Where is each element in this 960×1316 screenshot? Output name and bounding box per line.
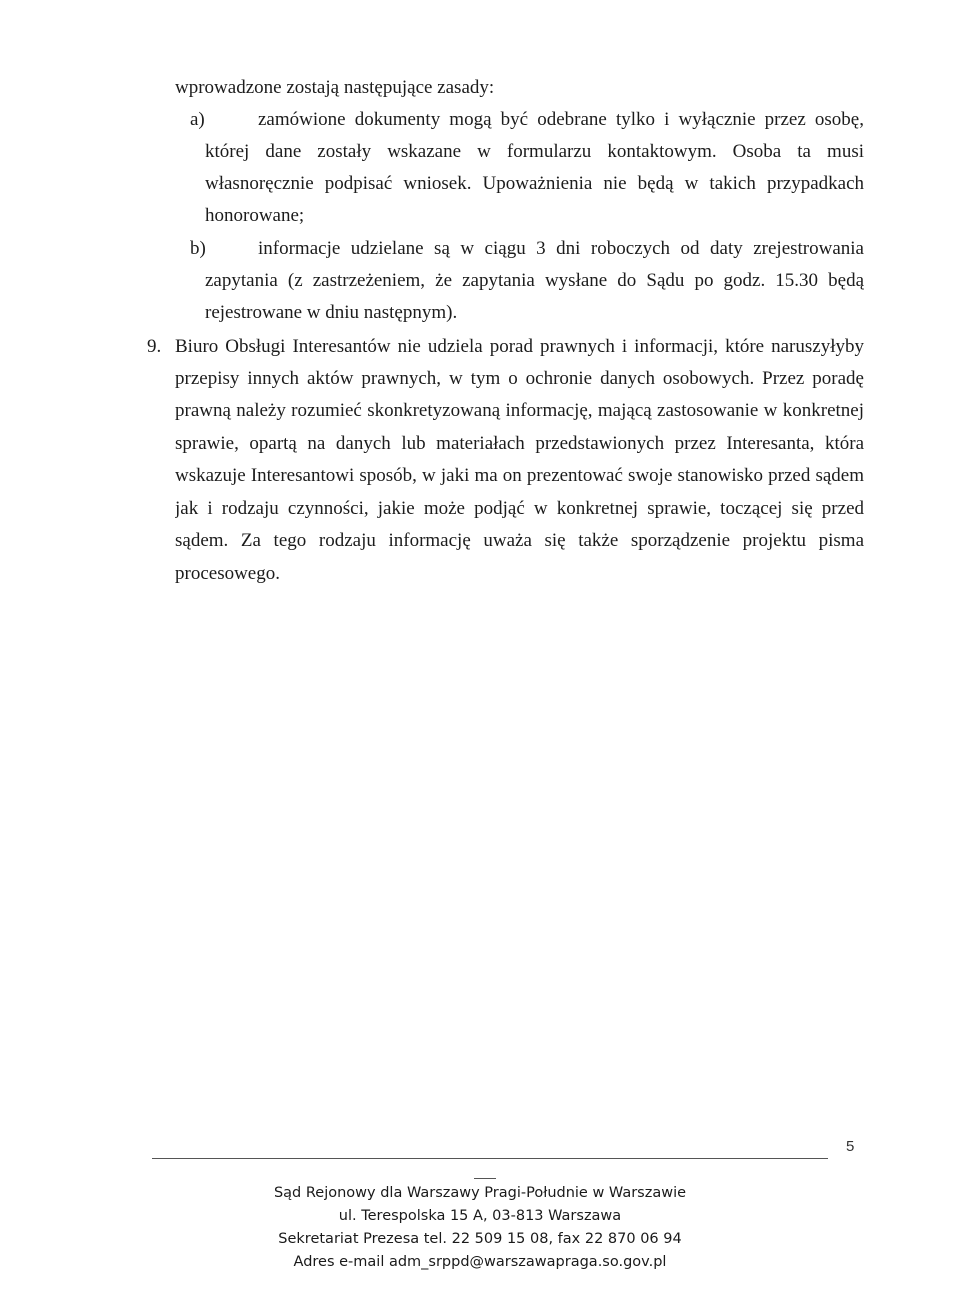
item-b-line-2: zapytania (z zastrzeżeniem, że zapytania wysłane do Sądu po godz. 15.30 będą: [205, 270, 864, 291]
point-9-line-4: sprawie, opartą na danych lub materiałach przedstawionych przez Interesanta, która: [175, 433, 864, 454]
point-9-marker: 9.: [147, 336, 162, 357]
item-b-line-3: rejestrowane w dniu następnym).: [205, 302, 458, 323]
page-number: 5: [846, 1138, 855, 1155]
item-b-line-1: informacje udzielane są w ciągu 3 dni roboczych od daty zrejestrowania: [258, 238, 864, 259]
footer-court-name: Sąd Rejonowy dla Warszawy Pragi-Południe w Warszawie: [273, 1185, 687, 1201]
intro-text: wprowadzone zostają następujące zasady:: [175, 77, 495, 98]
footer-email: Adres e-mail adm_srppd@warszawapraga.so.gov.pl: [293, 1254, 667, 1270]
point-9-line-8: procesowego.: [175, 563, 280, 584]
item-a-line-3: własnoręcznie podpisać wniosek. Upoważnienia nie będą w takich przypadkach: [205, 173, 864, 194]
point-9-line-2: przepisy innych aktów prawnych, w tym o ochronie danych osobowych. Przez poradę: [175, 368, 864, 389]
footer-tick-mark: [474, 1178, 496, 1179]
point-9-line-6: jak i rodzaju czynności, jakie może podjąć w konkretnej sprawie, toczącej się przed: [175, 498, 864, 519]
item-a-marker: a): [190, 109, 205, 130]
point-9-line-5: wskazuje Interesantowi sposób, w jaki ma on prezentować swoje stanowisko przed sądem: [175, 465, 864, 486]
item-b-marker: b): [190, 238, 206, 259]
footer-address: ul. Terespolska 15 A, 03-813 Warszawa: [338, 1208, 622, 1224]
footer-phone-fax: Sekretariat Prezesa tel. 22 509 15 08, fax 22 870 06 94: [278, 1231, 682, 1247]
point-9-line-3: prawną należy rozumieć skonkretyzowaną informację, mającą zastosowanie w konkretnej: [175, 400, 864, 421]
footer-divider: [152, 1158, 828, 1159]
item-a-line-1: zamówione dokumenty mogą być odebrane tylko i wyłącznie przez osobę,: [258, 109, 864, 130]
point-9-line-7: sądem. Za tego rodzaju informację uważa się także sporządzenie projektu pisma: [175, 530, 864, 551]
item-a-line-4: honorowane;: [205, 205, 305, 226]
item-a-line-2: której dane zostały wskazane w formularzu kontaktowym. Osoba ta musi: [205, 141, 864, 162]
point-9-line-1: Biuro Obsługi Interesantów nie udziela porad prawnych i informacji, które naruszyłyby: [175, 336, 864, 357]
